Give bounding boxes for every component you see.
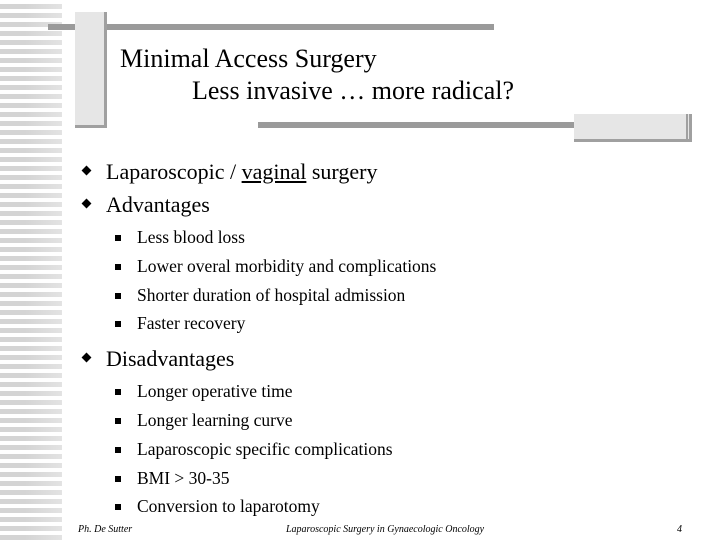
title-frame-corner-box [574, 114, 692, 142]
disadvantages-label: Disadvantages [106, 346, 235, 372]
list-item [80, 223, 700, 252]
list-item [80, 281, 700, 310]
list-item [80, 309, 700, 338]
advantages-list [80, 223, 700, 338]
footer-title: Laparoscopic Surgery in Gynaecologic Oncology [286, 524, 485, 535]
slide-content [80, 155, 700, 525]
list-item-text: Lower overal morbidity and complications [137, 255, 437, 276]
list-item [80, 252, 700, 281]
square-bullet-icon [115, 418, 121, 424]
title-top-rule [48, 24, 494, 30]
list-item [80, 464, 700, 493]
list-item [80, 406, 700, 435]
list-item-text: Less blood loss [137, 227, 245, 247]
surgery-type-underlined: vaginal [241, 159, 307, 184]
square-bullet-icon [115, 476, 121, 482]
list-item [80, 435, 700, 464]
list-item [80, 377, 700, 406]
advantages-label: Advantages [106, 192, 210, 217]
diamond-bullet-icon [82, 166, 92, 176]
title-frame-vertical [75, 12, 107, 128]
list-item-text: Longer operative time [137, 381, 293, 402]
surgery-type-prefix: Laparoscopic / [106, 159, 242, 184]
square-bullet-icon [115, 504, 121, 510]
page-number: 4 [677, 524, 682, 535]
diamond-bullet-icon [82, 353, 92, 363]
square-bullet-icon [115, 321, 121, 327]
square-bullet-icon [115, 264, 121, 270]
bullet-item-disadvantages [80, 342, 700, 375]
list-item-text: Shorter duration of hospital admission [137, 284, 406, 305]
diamond-bullet-icon [82, 199, 92, 209]
list-item-text: Faster recovery [137, 313, 246, 334]
surgery-type-suffix: surgery [306, 159, 378, 184]
footer-author: Ph. De Sutter [78, 524, 133, 535]
square-bullet-icon [115, 235, 121, 241]
bullet-item-advantages [80, 188, 700, 221]
square-bullet-icon [115, 447, 121, 453]
list-item [80, 492, 700, 521]
slide-title-line-1: Minimal Access Surgery [120, 44, 377, 73]
square-bullet-icon [115, 389, 121, 395]
left-striped-bar [0, 0, 62, 540]
list-item-text: Laparoscopic specific complications [137, 438, 393, 459]
slide-title-line-2: Less invasive … more radical? [192, 76, 514, 105]
list-item-text: Conversion to laparotomy [137, 496, 320, 517]
square-bullet-icon [115, 293, 121, 299]
list-item-text: Longer learning curve [137, 409, 293, 430]
bullet-item-surgery-type [80, 155, 700, 188]
list-item-text: BMI > 30-35 [137, 467, 230, 488]
disadvantages-list [80, 377, 700, 521]
